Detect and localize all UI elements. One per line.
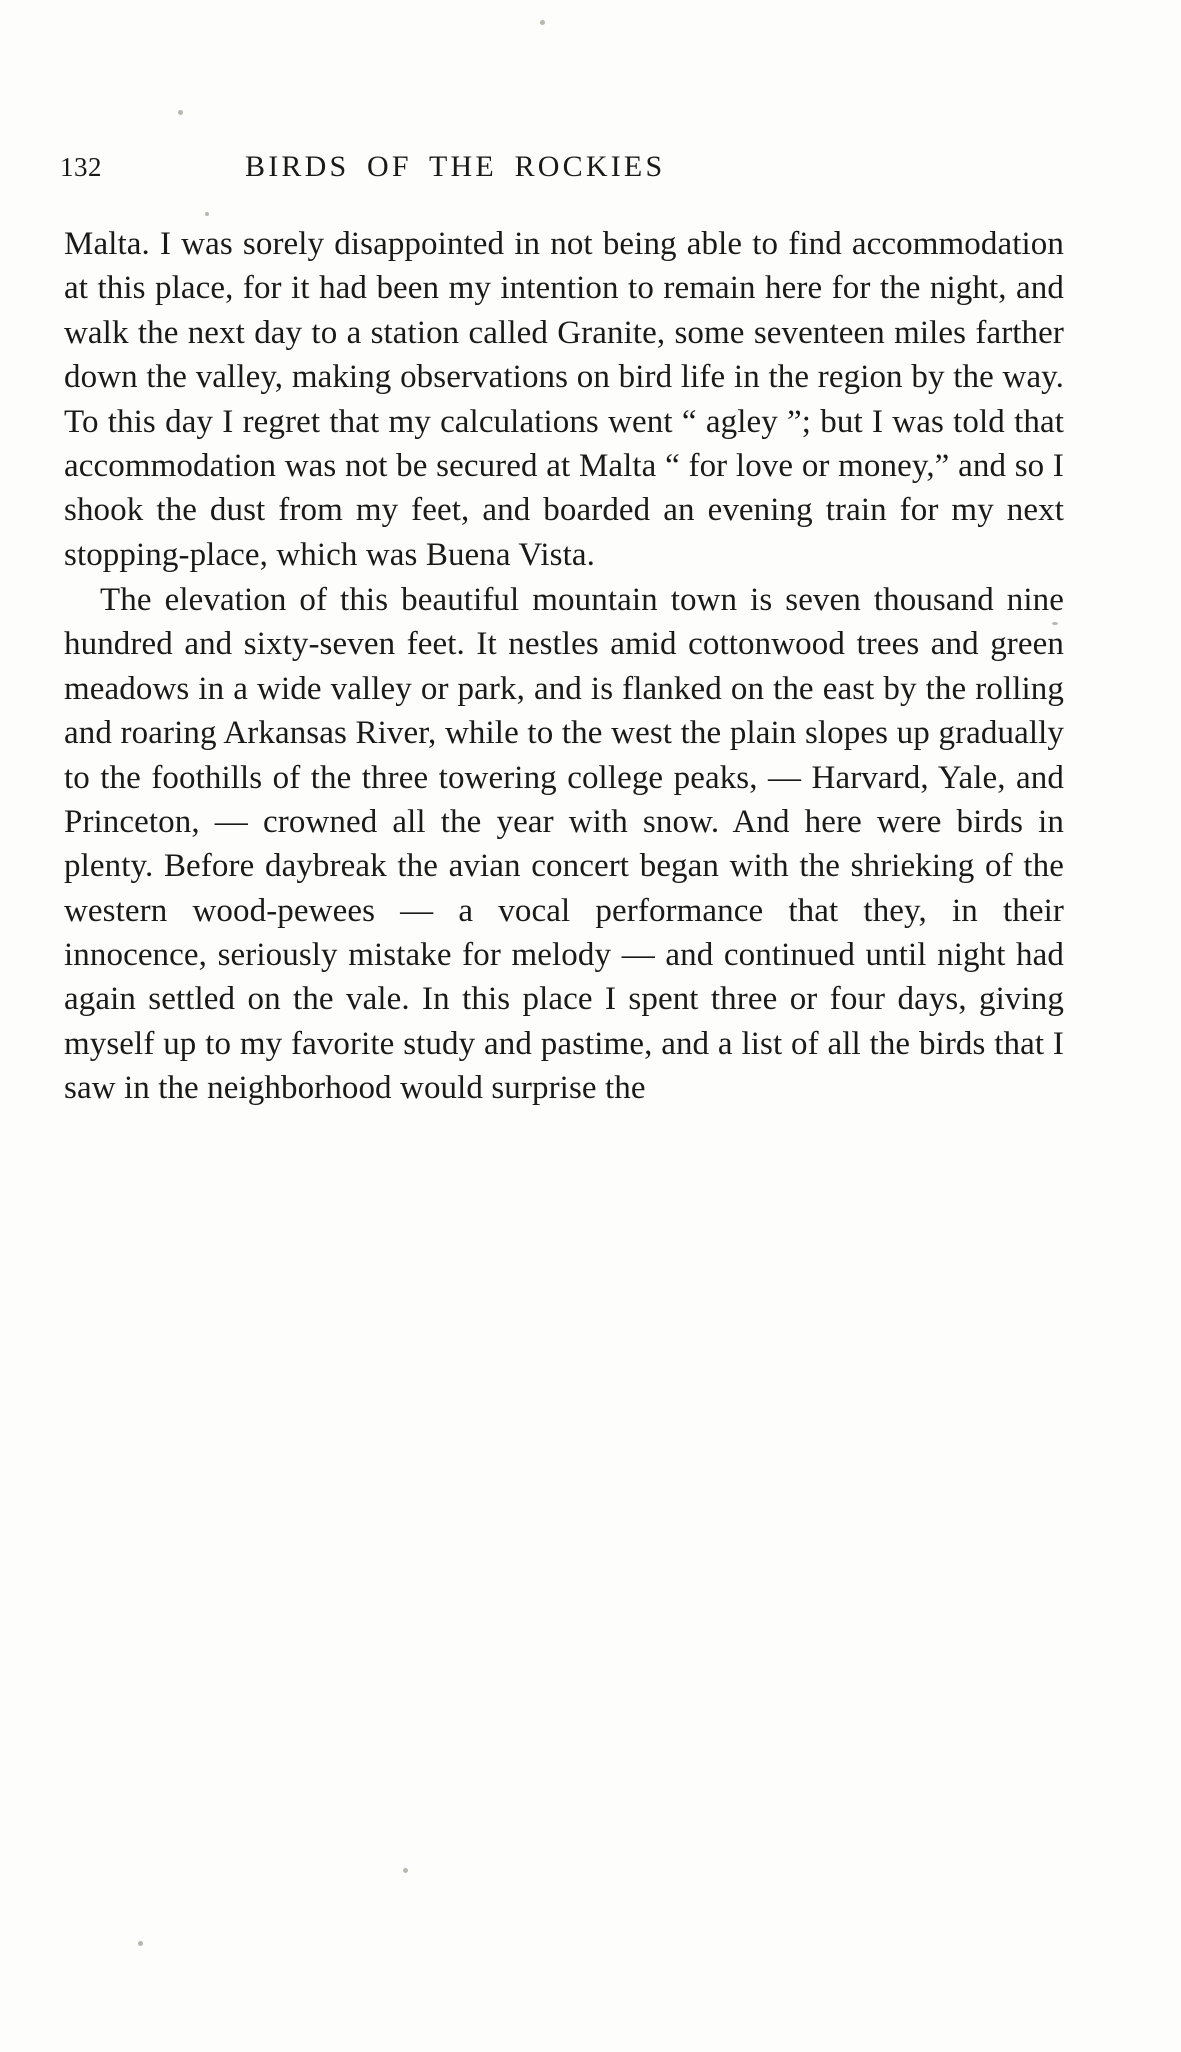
scan-speck	[403, 1868, 408, 1873]
paragraph: The elevation of this beautiful mountain town is seven thousand nine hundred and sixty-seven feet. It nestles amid cottonwood trees and green meadows in a wide valley or park, and is flanked on the east by the rolling and roaring Arkansas River, while to the west the plain slopes up gradually to the foothills of the three towering college peaks, — Harvard, Yale, and Princeton, — crowned all the year with snow. And here were birds in plenty. Before daybreak the avian concert began with the shrieking of the western wood-pewees — a vocal performance that they, in their innocence, seriously mistake for melody — and continued until night had again settled on the vale. In this place I spent three or four days, giving myself up to my favorite study and pastime, and a list of all the birds that I saw in the neighborhood would surprise the	[64, 582, 1064, 1107]
scan-speck	[540, 20, 545, 25]
page-header	[60, 150, 1122, 184]
body-text	[64, 222, 1064, 1111]
page-number: 132	[60, 152, 102, 182]
page-content	[60, 150, 1122, 1111]
scan-speck	[178, 110, 183, 115]
paragraph: Malta. I was sorely disappointed in not being able to find accommodation at this place, for it had been my intention to remain here for the night, and walk the next day to a station called Granite, some seventeen miles farther down the valley, making observations on bird life in the region by the way. To this day I regret that my calculations went “ agley ”; but I was told that accommodation was not be secured at Malta “ for love or money,” and so I shook the dust from my feet, and boarded an evening train for my next stopping-place, which was Buena Vista.	[64, 226, 1064, 573]
scan-speck	[138, 1941, 143, 1946]
running-head: BIRDS OF THE ROCKIES	[245, 150, 666, 183]
